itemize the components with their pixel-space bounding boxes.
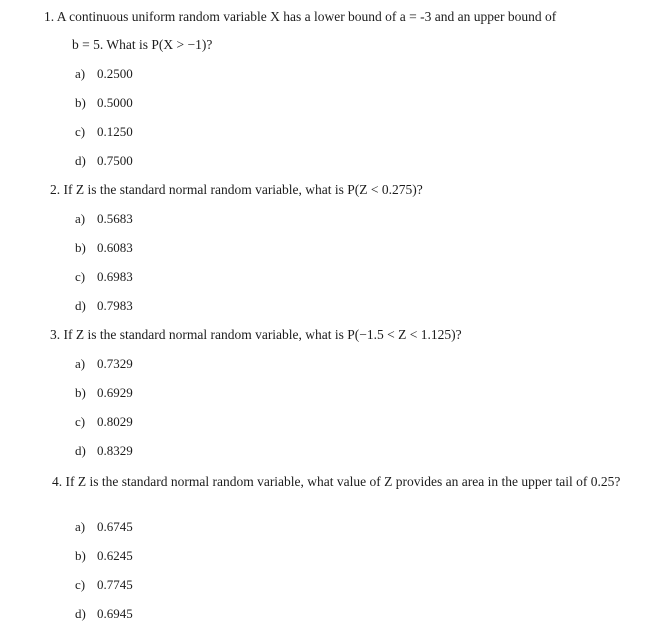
question-3-option-c	[75, 414, 133, 430]
option-label: b)	[75, 385, 86, 400]
question-1-option-b	[75, 95, 133, 111]
option-label: c)	[75, 577, 86, 592]
option-value: 0.7329	[97, 356, 133, 371]
question-2-option-a	[75, 211, 133, 227]
option-value: 0.8029	[97, 414, 133, 429]
question-1-text-line-2: b = 5. What is P(X > −1)?	[72, 37, 213, 52]
option-label: b)	[75, 240, 86, 255]
option-value: 0.6245	[97, 548, 133, 563]
question-1-option-c	[75, 124, 133, 140]
option-value: 0.1250	[97, 124, 133, 139]
question-3-text: 3. If Z is the standard normal random variable, what is P(−1.5 < Z < 1.125)?	[50, 327, 462, 342]
option-value: 0.6083	[97, 240, 133, 255]
question-4-option-d	[75, 606, 133, 622]
option-label: d)	[75, 153, 86, 168]
option-label: d)	[75, 606, 86, 621]
option-label: a)	[75, 356, 86, 371]
question-1-option-d	[75, 153, 133, 169]
question-3-option-b	[75, 385, 133, 401]
option-value: 0.8329	[97, 443, 133, 458]
option-label: d)	[75, 443, 86, 458]
question-2-option-d	[75, 298, 133, 314]
question-4-option-a	[75, 519, 133, 535]
option-label: c)	[75, 414, 86, 429]
question-1-text-line-1: 1. A continuous uniform random variable X has a lower bound of a = -3 and an upper bound of	[44, 9, 557, 24]
option-label: b)	[75, 548, 86, 563]
option-label: c)	[75, 269, 86, 284]
option-value: 0.7745	[97, 577, 133, 592]
question-3-option-a	[75, 356, 133, 372]
option-value: 0.7500	[97, 153, 133, 168]
question-3-option-d	[75, 443, 133, 459]
option-label: a)	[75, 66, 86, 81]
option-label: c)	[75, 124, 86, 139]
question-4-text: 4. If Z is the standard normal random variable, what value of Z provides an area in the upper tail of 0.25?	[52, 474, 621, 489]
question-4-option-b	[75, 548, 133, 564]
option-value: 0.5683	[97, 211, 133, 226]
option-label: a)	[75, 211, 86, 226]
option-value: 0.7983	[97, 298, 133, 313]
option-value: 0.5000	[97, 95, 133, 110]
option-label: d)	[75, 298, 86, 313]
question-2-option-c	[75, 269, 133, 285]
option-value: 0.6929	[97, 385, 133, 400]
question-4-option-c	[75, 577, 133, 593]
option-label: a)	[75, 519, 86, 534]
option-value: 0.2500	[97, 66, 133, 81]
option-value: 0.6945	[97, 606, 133, 621]
option-value: 0.6983	[97, 269, 133, 284]
option-label: b)	[75, 95, 86, 110]
question-2-text: 2. If Z is the standard normal random variable, what is P(Z < 0.275)?	[50, 182, 423, 197]
question-1-option-a	[75, 66, 133, 82]
question-2-option-b	[75, 240, 133, 256]
option-value: 0.6745	[97, 519, 133, 534]
